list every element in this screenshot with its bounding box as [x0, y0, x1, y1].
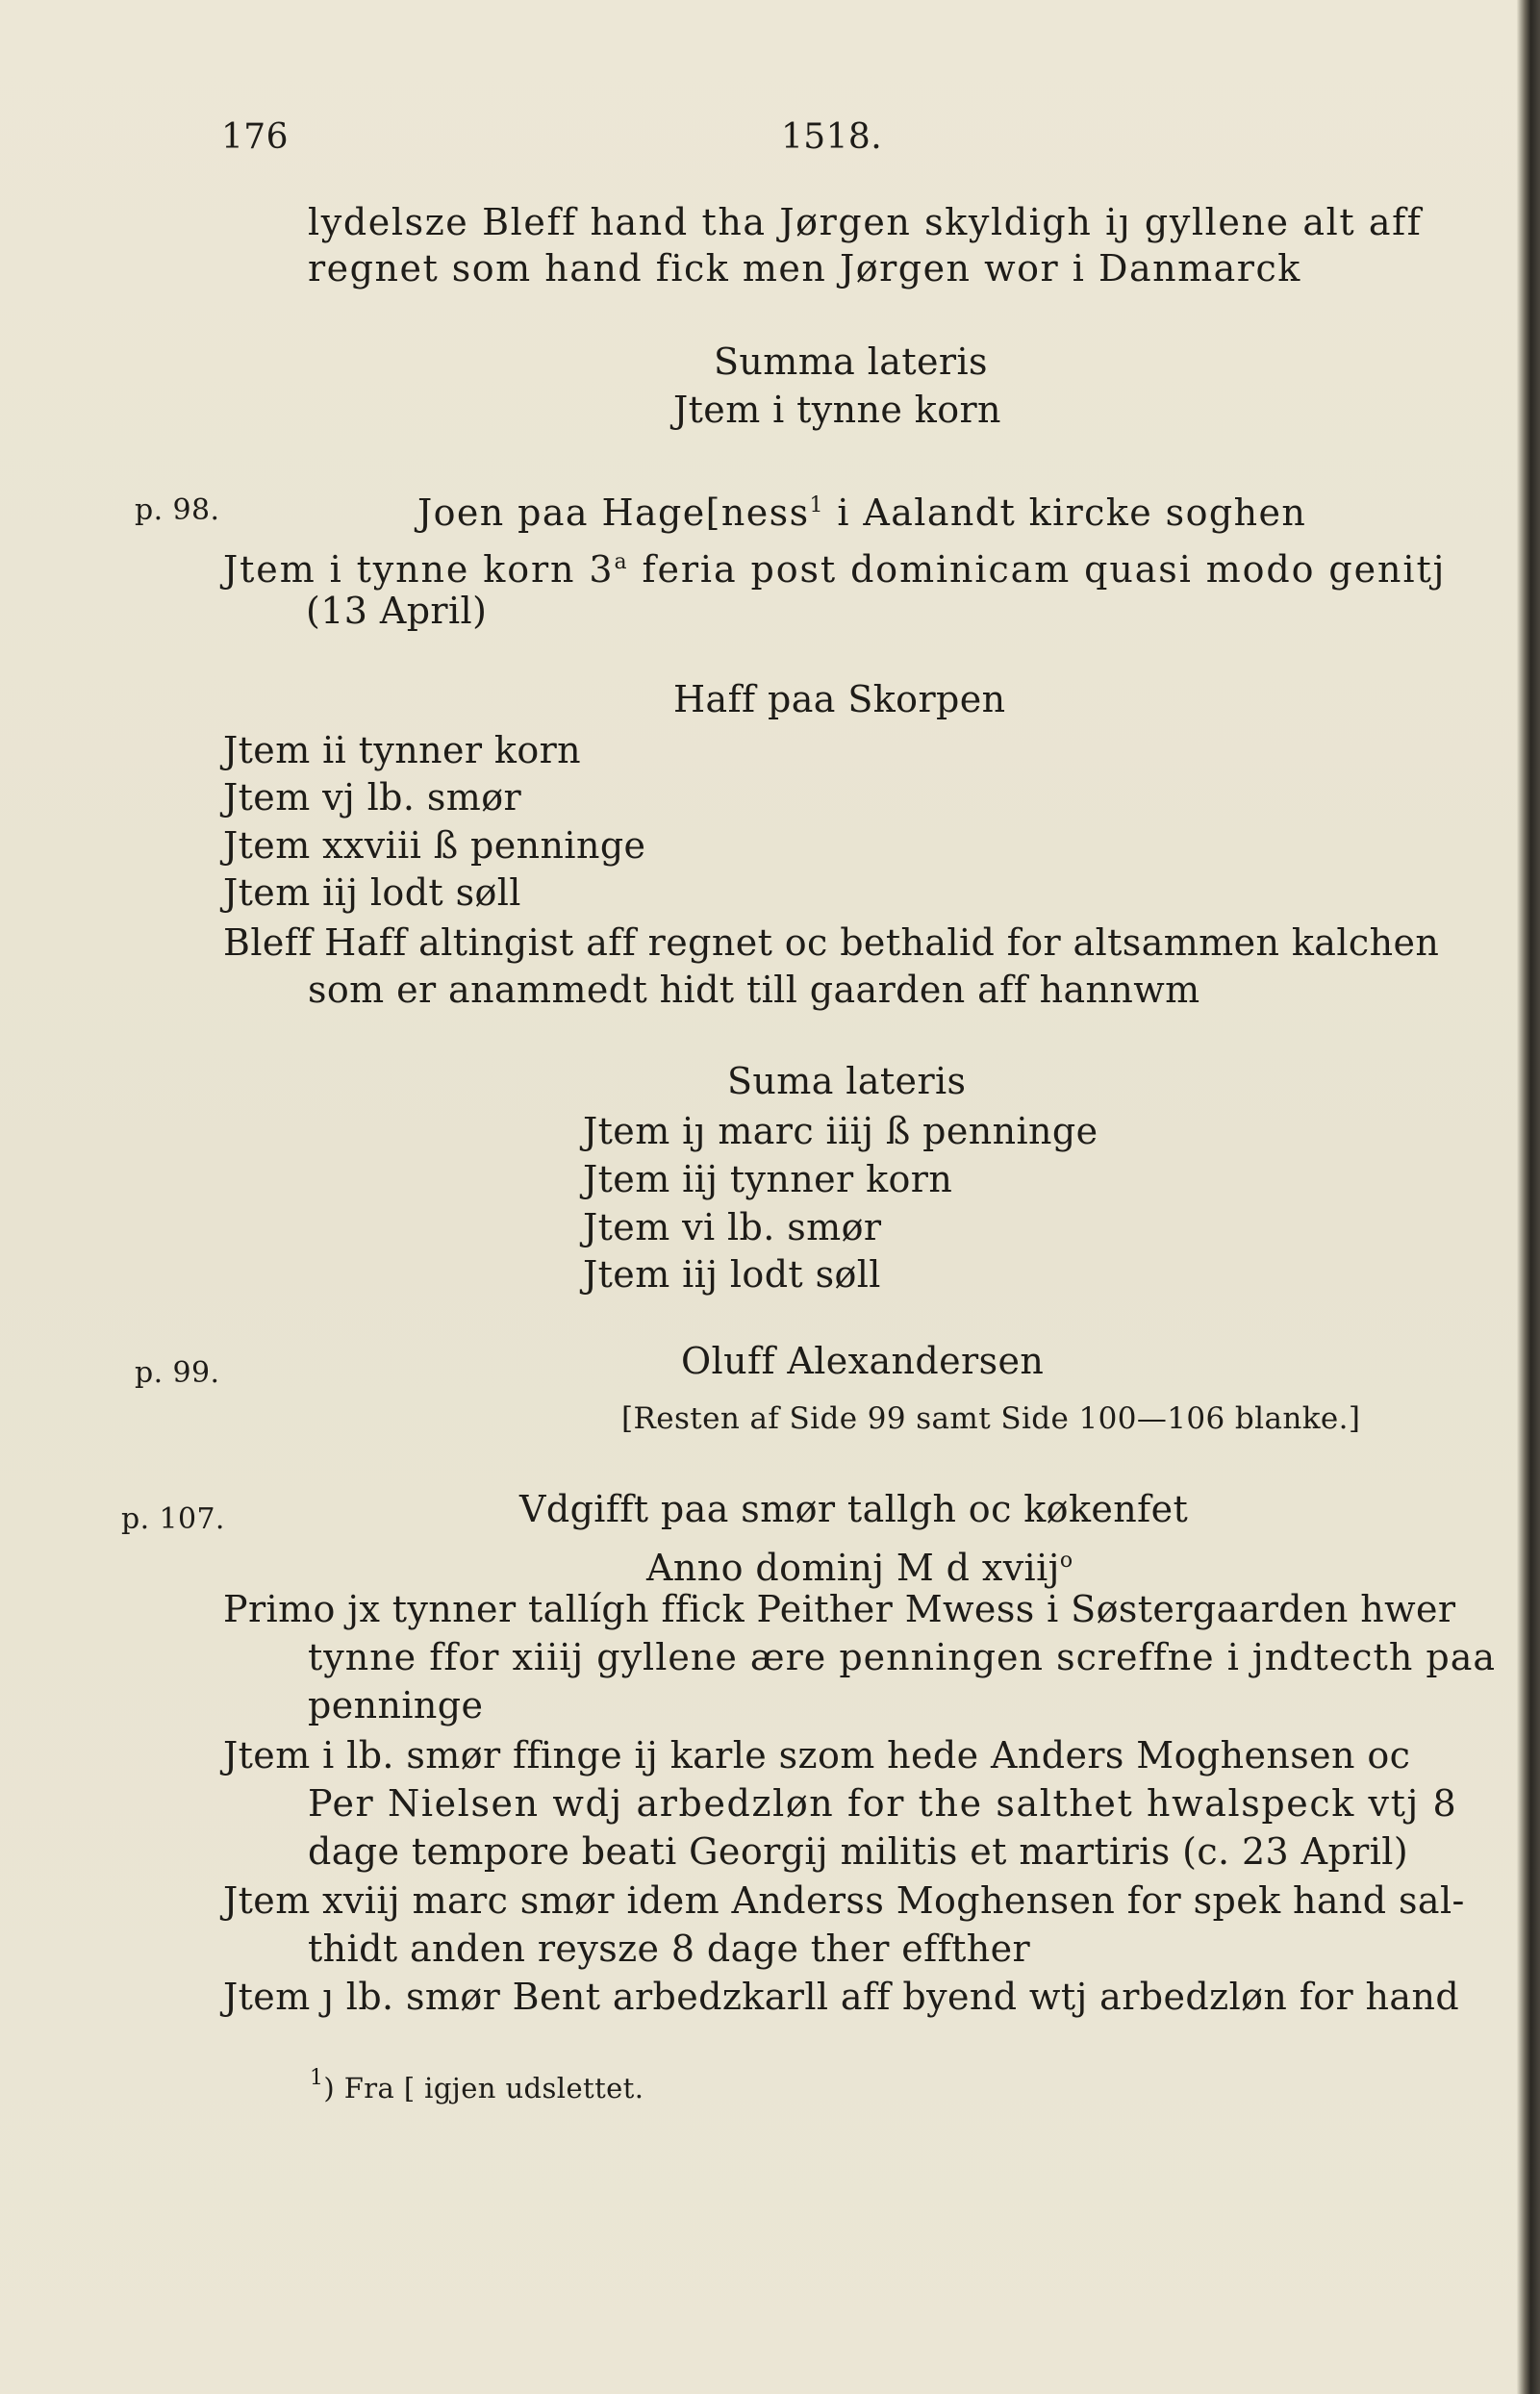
- page-number: 176: [221, 117, 289, 157]
- footnote-marker: 1: [809, 493, 824, 517]
- section-heading: [417, 484, 1306, 535]
- subtotal-heading: Suma lateris: [727, 1060, 967, 1102]
- footnote-marker: 1: [310, 2066, 324, 2090]
- text-line: penninge: [308, 1684, 484, 1726]
- heading-text: i Aalandt kircke soghen: [823, 491, 1307, 534]
- text-line: Per Nielsen wdj arbedzløn for the salthet hwalspeck vtj 8: [308, 1782, 1458, 1825]
- margin-page-ref: p. 99.: [135, 1356, 220, 1390]
- text-line: som er anammedt hidt till gaarden aff hannwm: [308, 969, 1200, 1011]
- footnote-text: ) Fra [ igjen udslettet.: [323, 2072, 644, 2104]
- heading-text: Anno dominj M d xviij: [646, 1547, 1060, 1589]
- heading-text: Joen paa Hage[ness: [417, 491, 810, 534]
- text-line: Jtem iij tynner korn: [583, 1158, 953, 1200]
- text-line: Jtem iij lodt søll: [223, 871, 521, 914]
- binding-edge: [1517, 0, 1540, 2394]
- text-line: Jtem ii tynner korn: [223, 729, 582, 771]
- superscript: a: [614, 550, 629, 574]
- section-heading: Vdgifft paa smør tallgh oc køkenfet: [519, 1488, 1189, 1530]
- superscript: o: [1059, 1549, 1073, 1573]
- text-line: Jtem xxviii ß penninge: [223, 824, 646, 867]
- text-line: thidt anden reysze 8 dage ther effther: [308, 1928, 1031, 1970]
- text-line: Jtem xviij marc smør idem Anderss Moghensen for spek hand sal-: [223, 1879, 1465, 1922]
- line-text: feria post dominicam quasi modo genitj: [628, 548, 1447, 591]
- text-line: (13 April): [306, 590, 488, 632]
- text-line: Jtem iij lodt søll: [583, 1253, 881, 1296]
- text-line: Jtem vi lb. smør: [583, 1206, 882, 1248]
- text-line: Jtem vj lb. smør: [223, 776, 522, 819]
- margin-page-ref: p. 107.: [121, 1502, 225, 1536]
- year-heading: 1518.: [781, 117, 883, 157]
- text-line: Jtem i lb. smør ffinge ij karle szom hede Anders Moghensen oc: [223, 1734, 1411, 1777]
- text-line: dage tempore beati Georgij militis et martiris (c. 23 April): [308, 1830, 1409, 1873]
- text-line: regnet som hand fick men Jørgen wor i Danmarck: [308, 247, 1301, 290]
- text-line: lydelsze Bleff hand tha Jørgen skyldigh iȷ gyllene alt aff: [308, 201, 1423, 243]
- editorial-note: [Resten af Side 99 samt Side 100—106 blanke.]: [621, 1401, 1361, 1436]
- text-line: Jtem ȷ lb. smør Bent arbedzkarll aff byend wtj arbedzløn for hand: [223, 1976, 1460, 2018]
- text-line: tynne ffor xiiij gyllene ære penningen screffne i jndtecth paa: [308, 1636, 1497, 1678]
- section-heading: [646, 1539, 1073, 1590]
- text-line: Jtem iȷ marc iiij ß penninge: [583, 1110, 1098, 1152]
- section-heading: Oluff Alexandersen: [681, 1340, 1045, 1382]
- text-line: Primo jx tynner tallígh ffick Peither Mwess i Søstergaarden hwer: [223, 1588, 1456, 1630]
- subtotal-heading: Summa lateris: [714, 340, 988, 383]
- text-line: Jtem i tynne korn: [673, 389, 1001, 431]
- text-line: [223, 541, 1446, 592]
- section-heading: Haff paa Skorpen: [673, 678, 1006, 720]
- footnote: [310, 2056, 644, 2110]
- margin-page-ref: p. 98.: [135, 493, 220, 527]
- line-text: Jtem i tynne korn 3: [223, 548, 615, 591]
- text-line: Bleff Haff altingist aff regnet oc bethalid for altsammen kalchen: [223, 921, 1440, 964]
